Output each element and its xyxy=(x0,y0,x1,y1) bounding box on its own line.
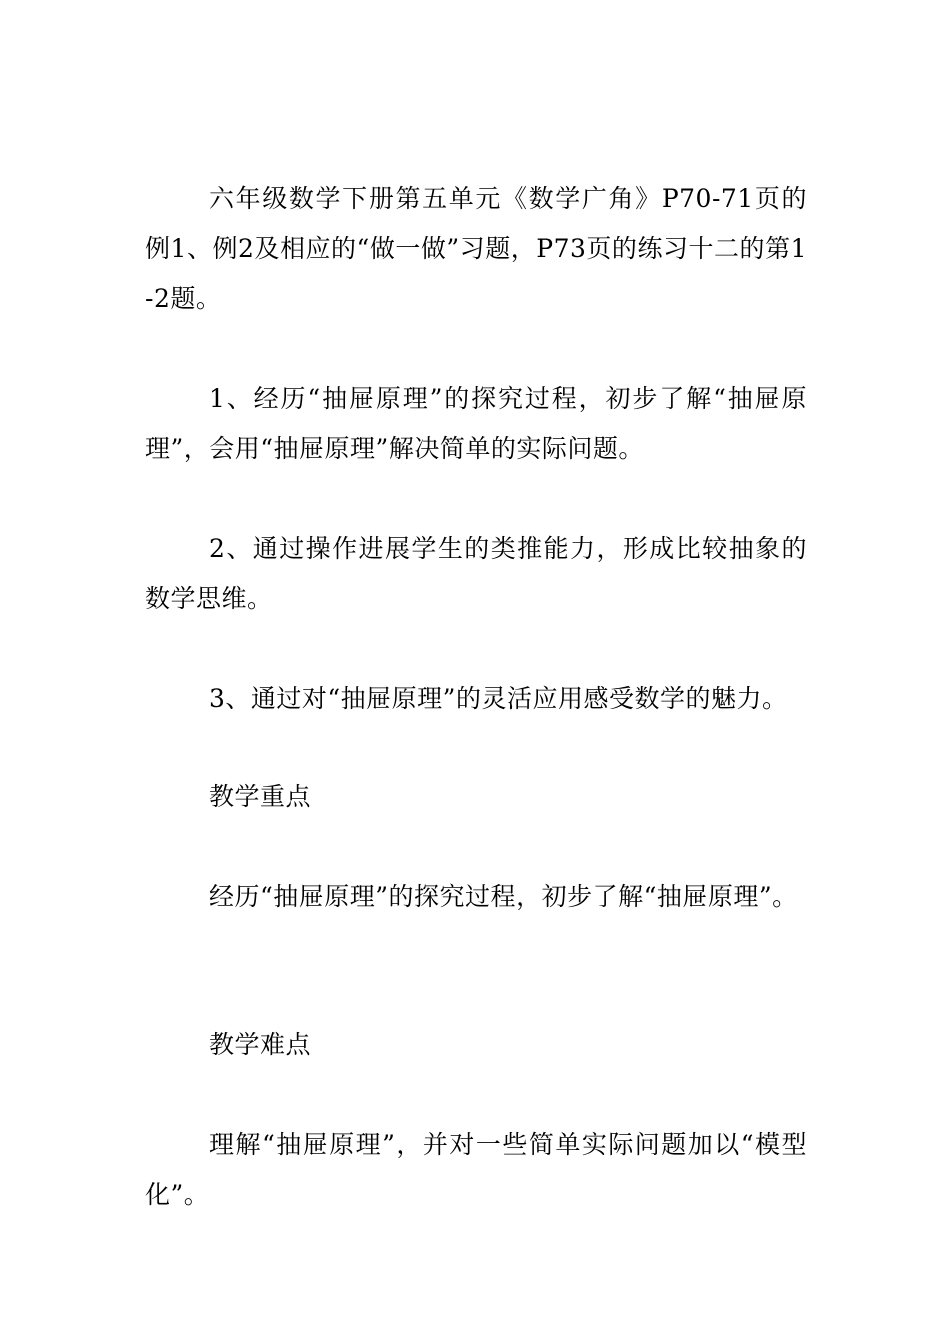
paragraph-objective-2: 2、通过操作进展学生的类推能力，形成比较抽象的数学思维。 xyxy=(145,534,807,613)
paragraph-objective-3: 3、通过对“抽屉原理”的灵活应用感受数学的魅力。 xyxy=(209,684,788,713)
paragraph-objective-1: 1、经历“抽屉原理”的探究过程，初步了解“抽屉原理”，会用“抽屉原理”解决简单的实际问题。 xyxy=(145,384,807,463)
paragraph-lesson-content: 六年级数学下册第五单元《数学广角》P70-71页的例1、例2及相应的“做一做”习题，P73页的练习十二的第1-2题。 xyxy=(145,184,807,313)
heading-teaching-focus: 教学重点 xyxy=(209,782,312,811)
paragraph-teaching-difficulty: 理解“抽屉原理”，并对一些简单实际问题加以“模型化”。 xyxy=(145,1130,807,1209)
heading-teaching-difficulty: 教学难点 xyxy=(209,1030,312,1059)
paragraph-teaching-focus: 经历“抽屉原理”的探究过程，初步了解“抽屉原理”。 xyxy=(209,882,798,911)
